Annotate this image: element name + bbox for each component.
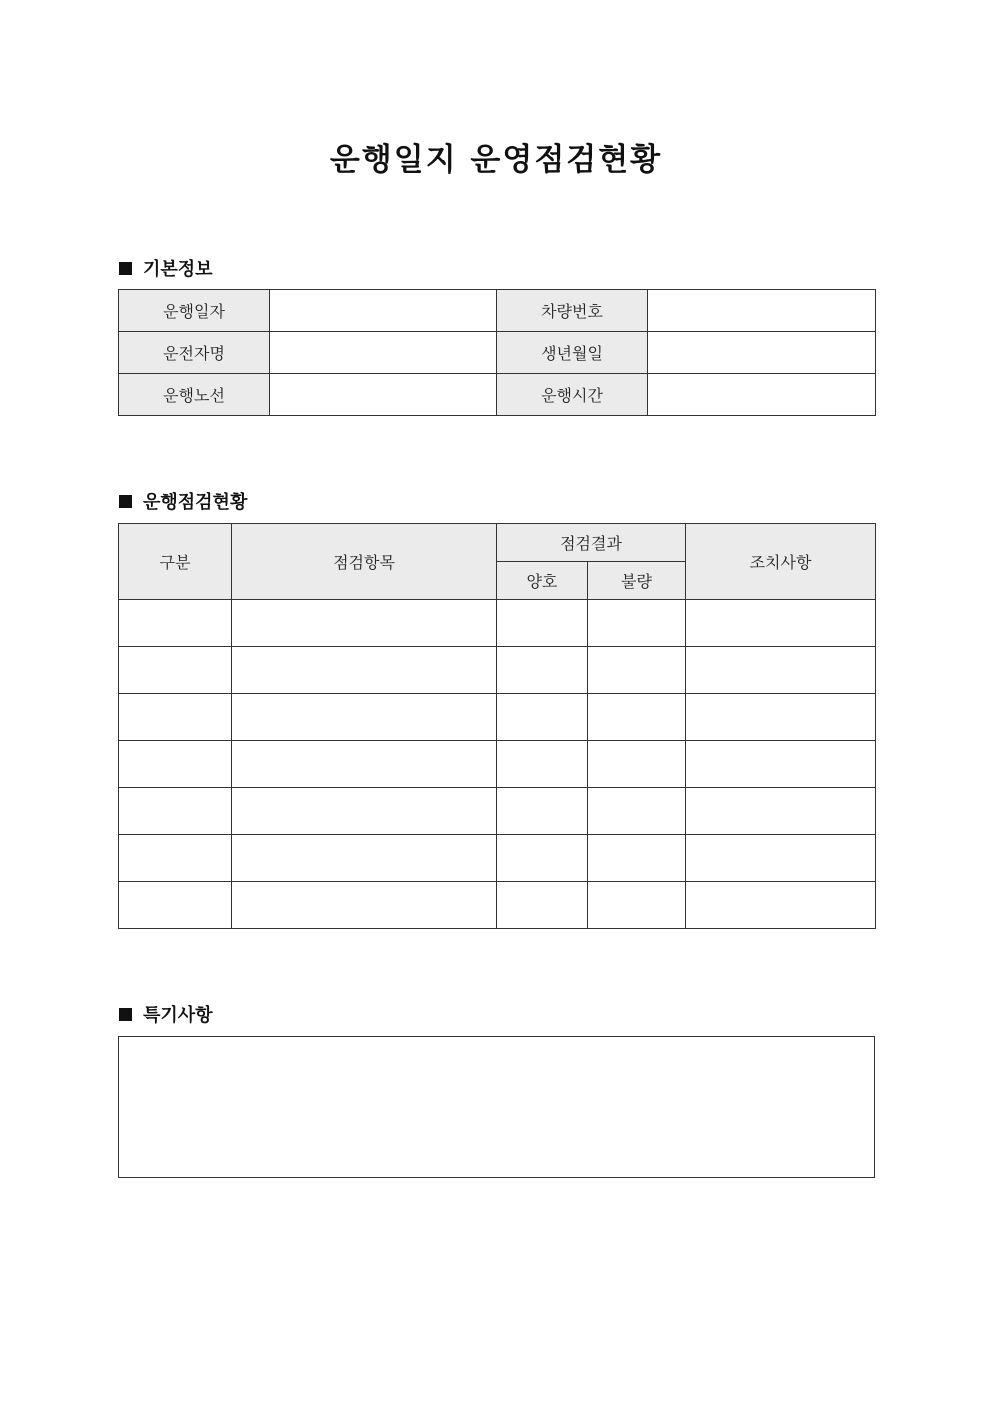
section-basic-info [119, 255, 213, 281]
header-item: 점검항목 [232, 524, 497, 600]
cell-bad[interactable] [588, 835, 686, 882]
section-inspection [119, 488, 247, 514]
cell-category[interactable] [119, 694, 232, 741]
label-route: 운행노선 [119, 374, 270, 416]
cell-bad[interactable] [588, 788, 686, 835]
cell-action[interactable] [686, 788, 876, 835]
square-bullet-icon [119, 1008, 132, 1021]
header-result: 점검결과 [497, 524, 686, 562]
table-row [119, 835, 876, 882]
cell-item[interactable] [232, 600, 497, 647]
square-bullet-icon [119, 262, 132, 275]
cell-item[interactable] [232, 788, 497, 835]
header-category: 구분 [119, 524, 232, 600]
page-title: 운행일지 운영점검현황 [329, 142, 663, 178]
cell-good[interactable] [497, 882, 588, 929]
cell-category[interactable] [119, 882, 232, 929]
table-row [119, 788, 876, 835]
field-driver-name[interactable] [270, 332, 497, 374]
field-birth-date[interactable] [648, 332, 876, 374]
cell-category[interactable] [119, 835, 232, 882]
table-row [119, 694, 876, 741]
cell-good[interactable] [497, 600, 588, 647]
field-drive-time[interactable] [648, 374, 876, 416]
cell-category[interactable] [119, 647, 232, 694]
section-title: 특기사항 [143, 1005, 213, 1026]
cell-good[interactable] [497, 788, 588, 835]
basic-info-table [118, 289, 876, 416]
cell-item[interactable] [232, 882, 497, 929]
section-title: 기본정보 [143, 259, 213, 280]
cell-category[interactable] [119, 741, 232, 788]
cell-good[interactable] [497, 835, 588, 882]
cell-good[interactable] [497, 647, 588, 694]
cell-item[interactable] [232, 694, 497, 741]
table-row [119, 374, 876, 416]
header-bad: 불량 [588, 562, 686, 600]
table-row [119, 647, 876, 694]
cell-category[interactable] [119, 600, 232, 647]
cell-bad[interactable] [588, 882, 686, 929]
cell-action[interactable] [686, 741, 876, 788]
cell-item[interactable] [232, 741, 497, 788]
remarks-box[interactable] [118, 1036, 875, 1178]
label-drive-date: 운행일자 [119, 290, 270, 332]
cell-good[interactable] [497, 694, 588, 741]
cell-item[interactable] [232, 835, 497, 882]
label-birth-date: 생년월일 [497, 332, 648, 374]
cell-category[interactable] [119, 788, 232, 835]
table-row [119, 290, 876, 332]
cell-good[interactable] [497, 741, 588, 788]
header-action: 조치사항 [686, 524, 876, 600]
table-row [119, 600, 876, 647]
table-row [119, 741, 876, 788]
inspection-table [118, 523, 876, 929]
field-vehicle-number[interactable] [648, 290, 876, 332]
cell-bad[interactable] [588, 647, 686, 694]
cell-bad[interactable] [588, 600, 686, 647]
table-row [119, 882, 876, 929]
field-drive-date[interactable] [270, 290, 497, 332]
field-route[interactable] [270, 374, 497, 416]
header-row [119, 524, 876, 562]
cell-action[interactable] [686, 600, 876, 647]
header-good: 양호 [497, 562, 588, 600]
cell-action[interactable] [686, 835, 876, 882]
label-driver-name: 운전자명 [119, 332, 270, 374]
cell-item[interactable] [232, 647, 497, 694]
label-vehicle-number: 차량번호 [497, 290, 648, 332]
cell-action[interactable] [686, 647, 876, 694]
table-row [119, 332, 876, 374]
section-title: 운행점검현황 [143, 492, 248, 513]
label-drive-time: 운행시간 [497, 374, 648, 416]
section-remarks [119, 1001, 213, 1027]
square-bullet-icon [119, 495, 132, 508]
cell-action[interactable] [686, 882, 876, 929]
cell-action[interactable] [686, 694, 876, 741]
cell-bad[interactable] [588, 694, 686, 741]
cell-bad[interactable] [588, 741, 686, 788]
